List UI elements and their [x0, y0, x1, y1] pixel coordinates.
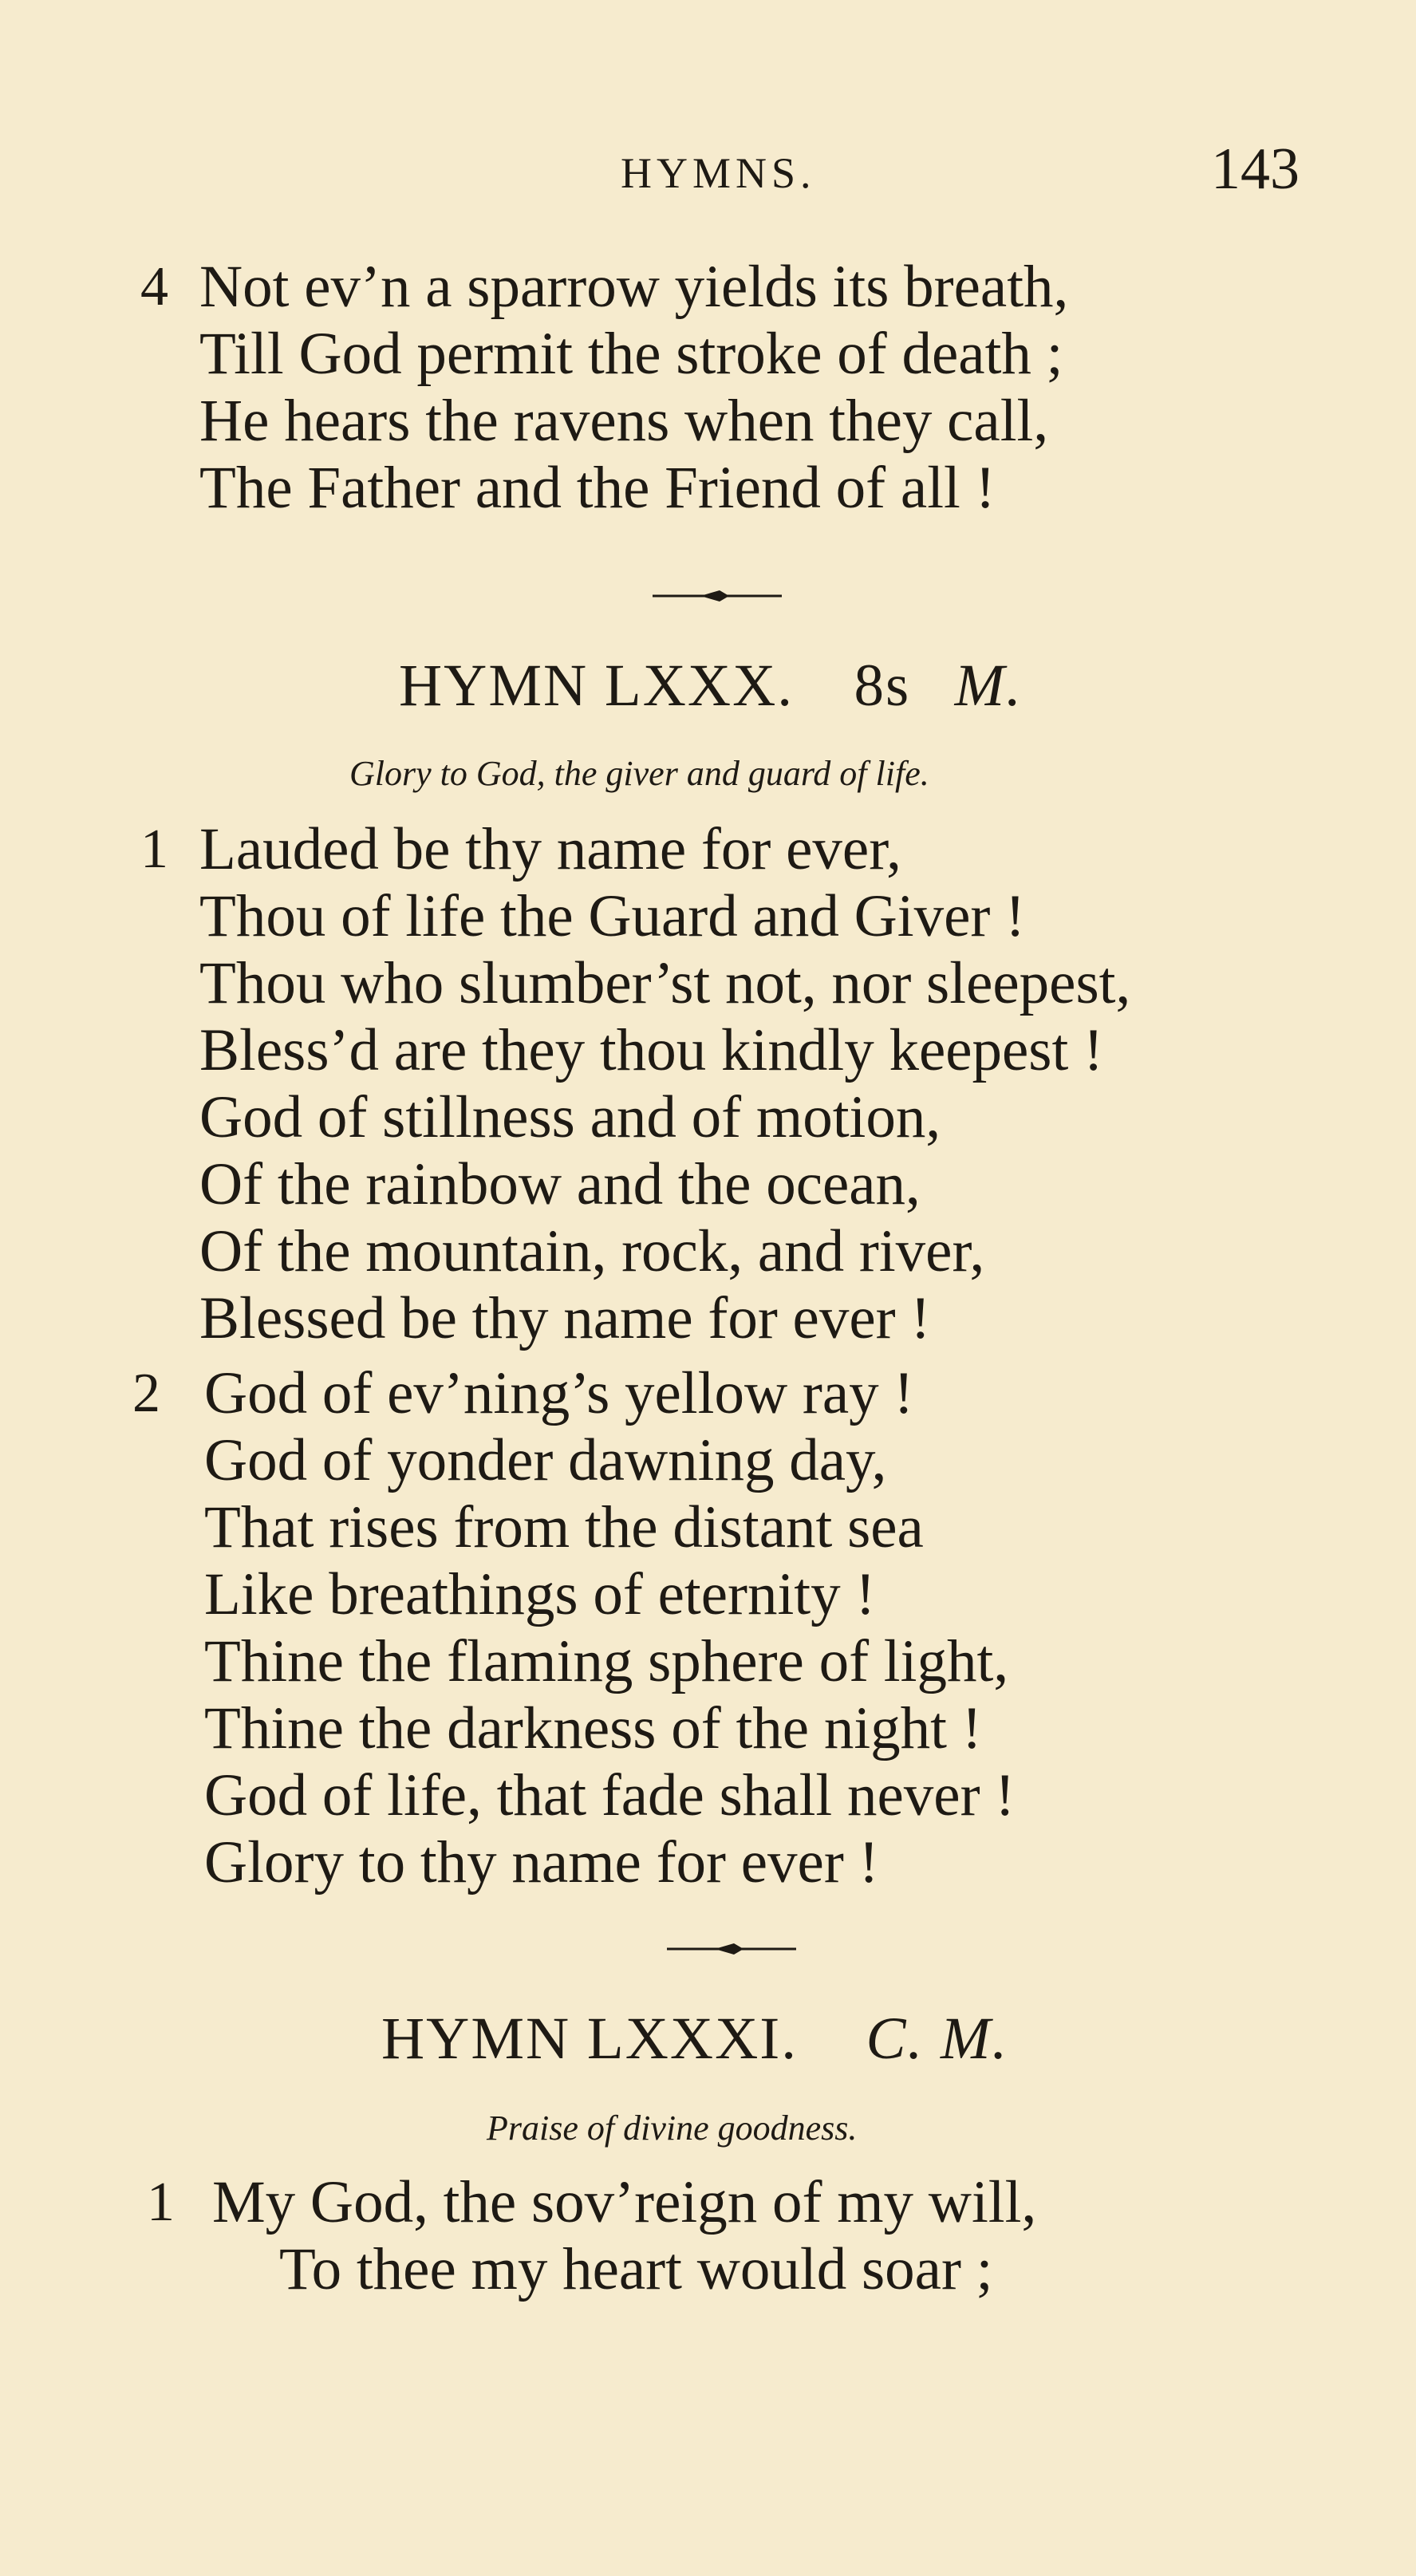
- hymn-meter-number: 8s: [854, 653, 911, 719]
- divider-ornament: [667, 1939, 796, 1959]
- hymn-meter-letter: M.: [954, 653, 1023, 719]
- hymn-meter: C. M.: [866, 2006, 1009, 2072]
- verse-line: Glory to thy name for ever !: [204, 1829, 879, 1896]
- verse-number: 2: [132, 1363, 160, 1424]
- verse-line: Till God permit the stroke of death ;: [199, 321, 1063, 387]
- verse-line: Blessed be thy name for ever !: [199, 1285, 931, 1351]
- verse-line: Thine the darkness of the night !: [204, 1695, 982, 1761]
- hymn-title: [381, 2006, 1008, 2073]
- hymn-title: [399, 653, 1023, 720]
- verse-line: God of stillness and of motion,: [199, 1084, 941, 1150]
- verse-line: He hears the ravens when they call,: [199, 388, 1049, 454]
- hymn-subtitle: Glory to God, the giver and guard of life.: [349, 754, 929, 793]
- verse-number: 1: [147, 2172, 175, 2233]
- verse-line: God of yonder dawning day,: [204, 1427, 887, 1493]
- verse-line: To thee my heart would soar ;: [279, 2236, 993, 2302]
- page-number: 143: [1211, 136, 1300, 202]
- hymn-number: HYMN LXXX.: [399, 653, 794, 719]
- verse-line: That rises from the distant sea: [204, 1494, 924, 1560]
- hymn-subtitle: Praise of divine goodness.: [487, 2109, 858, 2148]
- running-head: HYMNS.: [621, 149, 816, 197]
- hymn-number: HYMN LXXXI.: [381, 2006, 798, 2072]
- verse-line: Like breathings of eternity !: [204, 1561, 876, 1627]
- verse-line: Of the mountain, rock, and river,: [199, 1218, 985, 1284]
- verse-number: 1: [140, 819, 168, 880]
- verse-line: Of the rainbow and the ocean,: [199, 1151, 921, 1217]
- verse-line: Thou of life the Guard and Giver !: [199, 883, 1026, 949]
- verse-line: Thine the flaming sphere of light,: [204, 1628, 1009, 1694]
- verse-line: Thou who slumber’st not, nor sleepest,: [199, 950, 1131, 1016]
- verse-line: Bless’d are they thou kindly keepest !: [199, 1017, 1104, 1083]
- verse-line: Lauded be thy name for ever,: [199, 816, 901, 882]
- verse-line: God of life, that fade shall never !: [204, 1762, 1016, 1828]
- verse-number: 4: [140, 256, 168, 318]
- verse-line: The Father and the Friend of all !: [199, 455, 996, 521]
- divider-ornament: [653, 586, 782, 606]
- verse-line: Not ev’n a sparrow yields its breath,: [199, 254, 1069, 320]
- verse-line: God of ev’ning’s yellow ray !: [204, 1360, 914, 1426]
- verse-line: My God, the sov’reign of my will,: [212, 2169, 1037, 2235]
